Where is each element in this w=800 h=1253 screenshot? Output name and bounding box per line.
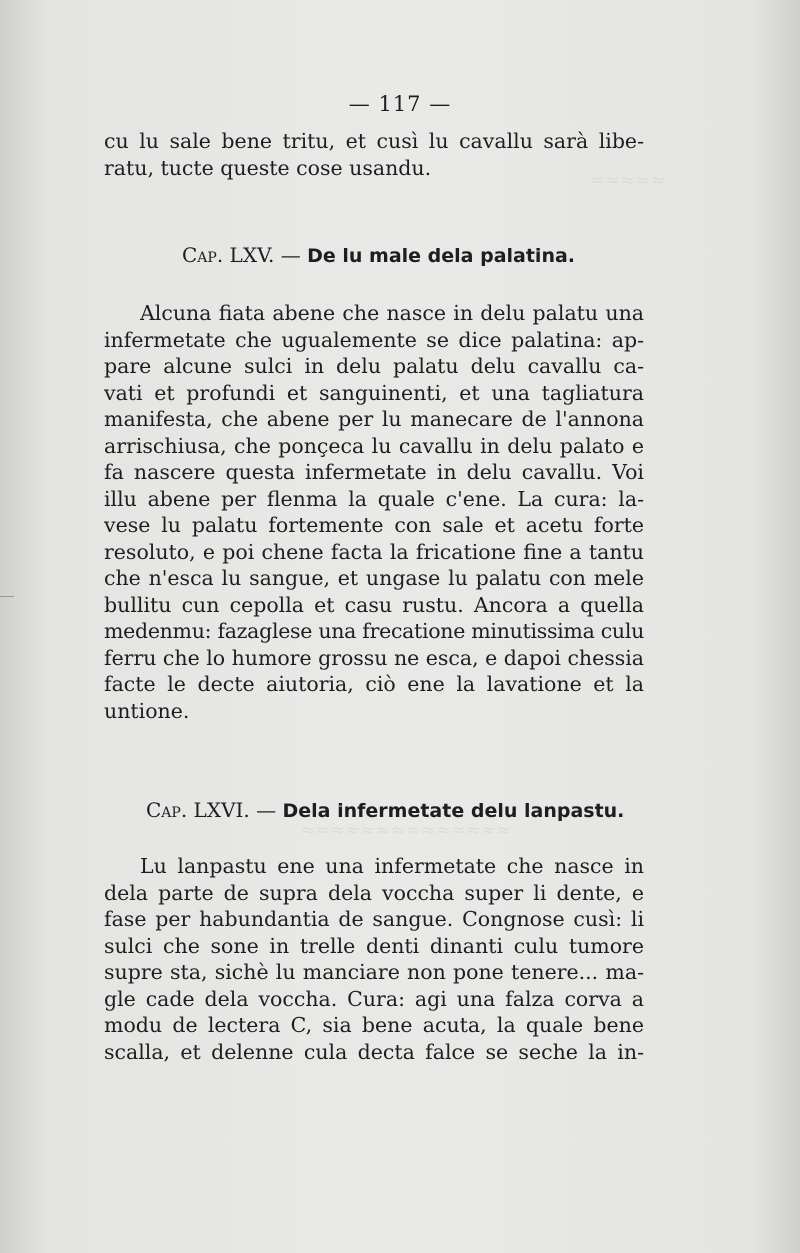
text-line: pare alcune sulci in delu palatu delu cavallu ca- [104,354,644,378]
chapter-heading-lxv [182,243,575,267]
margin-mark [0,596,14,601]
text-line: bullitu cun cepolla et casu rustu. Ancora a quella [104,592,644,617]
text-line: fa nascere questa infermetate in delu cavallu. Voi [104,460,644,484]
text-line: Lu lanpastu ene una infermetate che nasce in [140,854,644,878]
text-line: arrischiusa, che ponçeca lu cavallu in delu palato e [104,433,644,458]
text-line: resoluto, e poi chene facta la fricatione fine a tantu [104,539,644,564]
show-through-text: ≈≈≈≈≈ [590,170,666,191]
chapter-title: De lu male dela palatina. [307,245,576,267]
text-line: infermetate che ugualemente se dice palatina: ap- [104,327,644,352]
text-line: vese lu palatu fortemente con sale et acetu forte [104,513,644,537]
text-line: supre sta, sichè lu manciare non pone tenere... ma- [104,960,644,984]
text-line: modu de lectera C, sia bene acuta, la quale bene [104,1013,644,1037]
text-line: illu abene per flenma la quale c'ene. La cura: la- [104,486,644,511]
text-line: ferru che lo humore grossu ne esca, e dapoi chessia [104,645,644,670]
page-number: — 117 — [348,92,452,116]
chapter-title: Dela infermetate delu lanpastu. [282,800,625,822]
text-line: ratu, tucte queste cose usandu. [104,155,432,180]
text-line: cu lu sale bene tritu, et cusì lu cavallu sarà libe- [104,129,644,153]
chapter-label: Cap. LXVI. — [146,798,277,822]
text-line: Alcuna fiata abene che nasce in delu palatu una [140,301,644,325]
text-line: manifesta, che abene per lu manecare de l'annona [104,407,644,431]
text-line: untione. [104,698,190,723]
text-line: che n'esca lu sangue, et ungase lu palatu con mele [104,566,644,590]
show-through-text: ≈≈≈≈≈≈≈≈≈≈≈≈≈≈ [300,820,512,841]
chapter-lxvi-body [104,853,644,1065]
text-line: medenmu: fazaglese una frecatione minutissima culu [104,619,644,643]
chapter-label: Cap. LXV. — [182,243,301,267]
text-line: gle cade dela voccha. Cura: agi una falza corva a [104,986,644,1011]
text-line: sulci che sone in trelle denti dinanti culu tumore [104,933,644,958]
paragraph-continuation [104,128,644,181]
text-line: vati et profundi et sanguinenti, et una tagliatura [104,380,644,405]
text-line: fase per habundantia de sangue. Congnose cusì: li [104,907,644,931]
chapter-heading-lxvi [146,798,624,822]
text-line: dela parte de supra dela voccha super li dente, e [104,880,644,905]
text-line: scalla, et delenne cula decta falce se seche la in- [104,1039,644,1064]
text-line: facte le decte aiutoria, ciò ene la lavatione et la [104,672,644,696]
chapter-lxv-body [104,300,644,724]
